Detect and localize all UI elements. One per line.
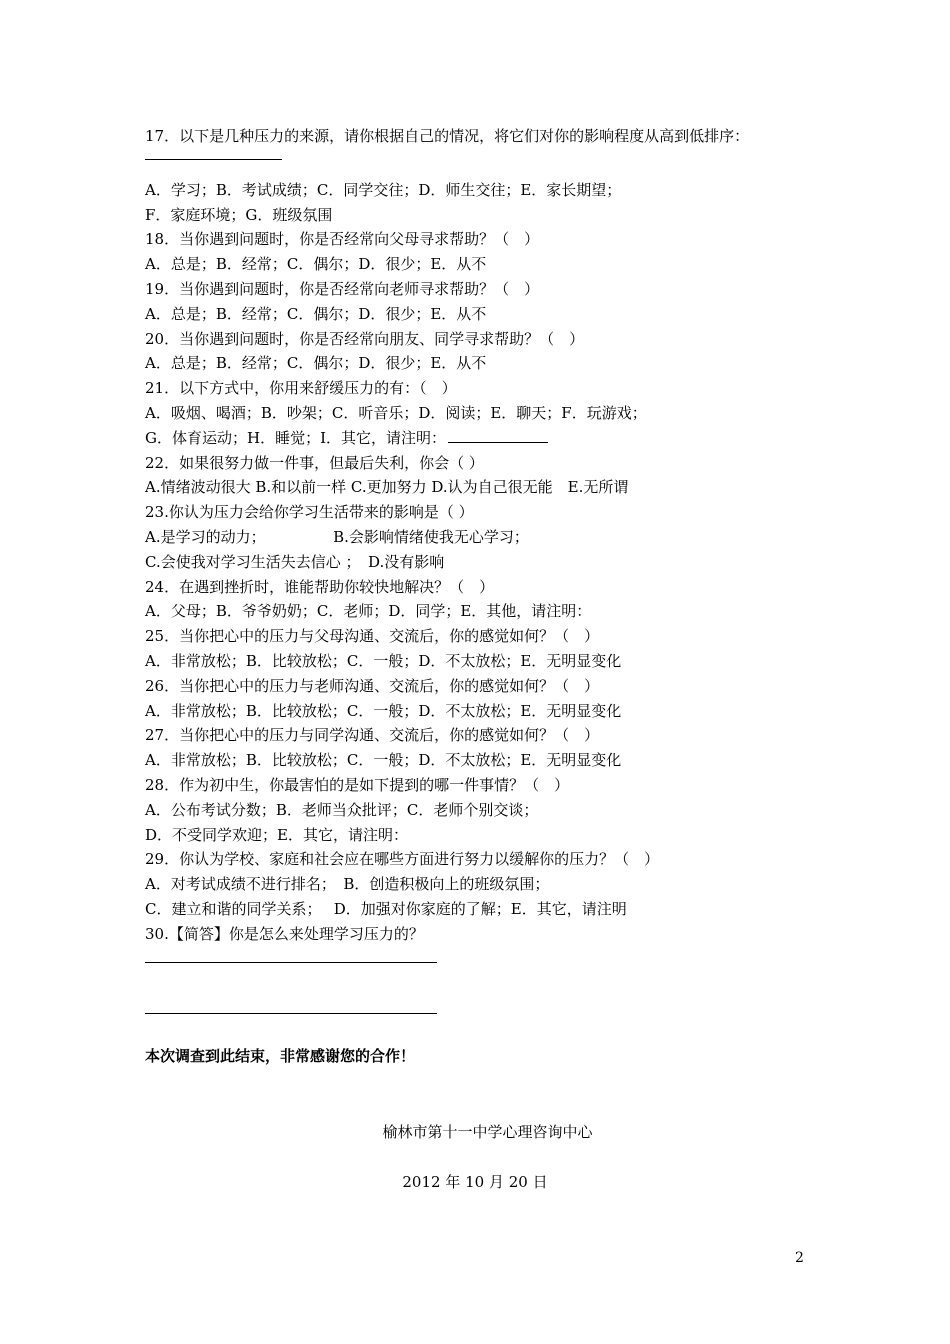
ranking-answer-line [145, 159, 282, 160]
options-19: A．总是；B．经常；C．偶尔；D．很少；E．从不 [145, 304, 487, 323]
question-17: 17．以下是几种压力的来源，请你根据自己的情况，将它们对你的影响程度从高到低排序： [145, 127, 750, 145]
answer-line-2 [145, 1013, 437, 1014]
question-25: 25．当你把心中的压力与父母沟通、交流后，你的感觉如何？（ ） [145, 627, 600, 646]
options-28-a: A．公布考试分数；B．老师当众批评；C．老师个别交谈； [145, 800, 539, 819]
question-28: 28．作为初中生，你最害怕的是如下提到的哪一件事情？（ ） [145, 775, 570, 794]
options-25: A．非常放松；B．比较放松；C．一般；D．不太放松；E．无明显变化 [145, 651, 622, 670]
options-29-b: C．建立和谐的同学关系； D．加强对你家庭的了解；E．其它，请注明 [145, 899, 627, 918]
question-23: 23.你认为压力会给你学习生活带来的影响是（ ） [145, 503, 474, 522]
question-26: 26．当你把心中的压力与老师沟通、交流后，你的感觉如何？（ ） [145, 676, 600, 695]
options-20: A．总是；B．经常；C．偶尔；D．很少；E．从不 [145, 354, 487, 373]
question-19: 19．当你遇到问题时，你是否经常向老师寻求帮助？（ ） [145, 279, 540, 298]
options-27: A．非常放松；B．比较放松；C．一般；D．不太放松；E．无明显变化 [145, 751, 622, 770]
options-21-b-text: G．体育运动；H．睡觉；I．其它，请注明： [145, 428, 446, 447]
survey-questions [145, 124, 825, 1068]
page-number: 2 [795, 1250, 804, 1266]
question-29: 29．你认为学校、家庭和社会应在哪些方面进行努力以缓解你的压力？（ ） [145, 850, 660, 869]
question-22: 22．如果很努力做一件事，但最后失利，你会（ ） [145, 453, 484, 472]
options-23-b: C.会使我对学习生活失去信心 ； D.没有影响 [145, 552, 445, 571]
options-21-a: A．吸烟、喝酒；B．吵架；C．听音乐；D．阅读；E．聊天；F．玩游戏； [145, 403, 647, 422]
organization-name: 榆林市第十一中学心理咨询中心 [382, 1123, 593, 1141]
survey-date: 2012 年 10 月 20 日 [402, 1173, 548, 1191]
options-29-a: A．对考试成绩不进行排名； B．创造积极向上的班级氛围； [145, 875, 550, 894]
question-27: 27．当你把心中的压力与同学沟通、交流后，你的感觉如何？（ ） [145, 726, 600, 745]
options-23-a: A.是学习的动力； B.会影响情绪使我无心学习； [145, 527, 529, 546]
closing-thanks: 本次调查到此结束，非常感谢您的合作！ [145, 1046, 416, 1065]
options-21-b [145, 426, 825, 451]
options-26: A．非常放松；B．比较放松；C．一般；D．不太放松；E．无明显变化 [145, 701, 622, 720]
question-30: 30.【简答】你是怎么来处理学习压力的？ [145, 924, 424, 943]
options-17-b: F．家庭环境；G．班级氛围 [145, 205, 333, 224]
options-18: A．总是；B．经常；C．偶尔；D．很少；E．从不 [145, 255, 487, 274]
options-22: A.情绪波动很大 B.和以前一样 C.更加努力 D.认为自己很无能 E.无所谓 [145, 478, 629, 497]
answer-line-1 [145, 962, 437, 963]
question-21: 21．以下方式中，你用来舒缓压力的有：（ ） [145, 379, 457, 398]
question-20: 20．当你遇到问题时，你是否经常向朋友、同学寻求帮助？（ ） [145, 329, 585, 348]
options-17-a: A．学习；B．考试成绩；C．同学交往；D．师生交往；E．家长期望； [145, 180, 622, 199]
options-24: A．父母；B．爷爷奶奶；C．老师；D．同学；E．其他，请注明： [145, 602, 592, 621]
options-28-b: D．不受同学欢迎；E．其它，请注明： [145, 825, 408, 844]
question-24: 24．在遇到挫折时，谁能帮助你较快地解决？（ ） [145, 577, 495, 596]
fill-in-blank [448, 428, 548, 443]
question-18: 18．当你遇到问题时，你是否经常向父母寻求帮助？（ ） [145, 230, 540, 249]
